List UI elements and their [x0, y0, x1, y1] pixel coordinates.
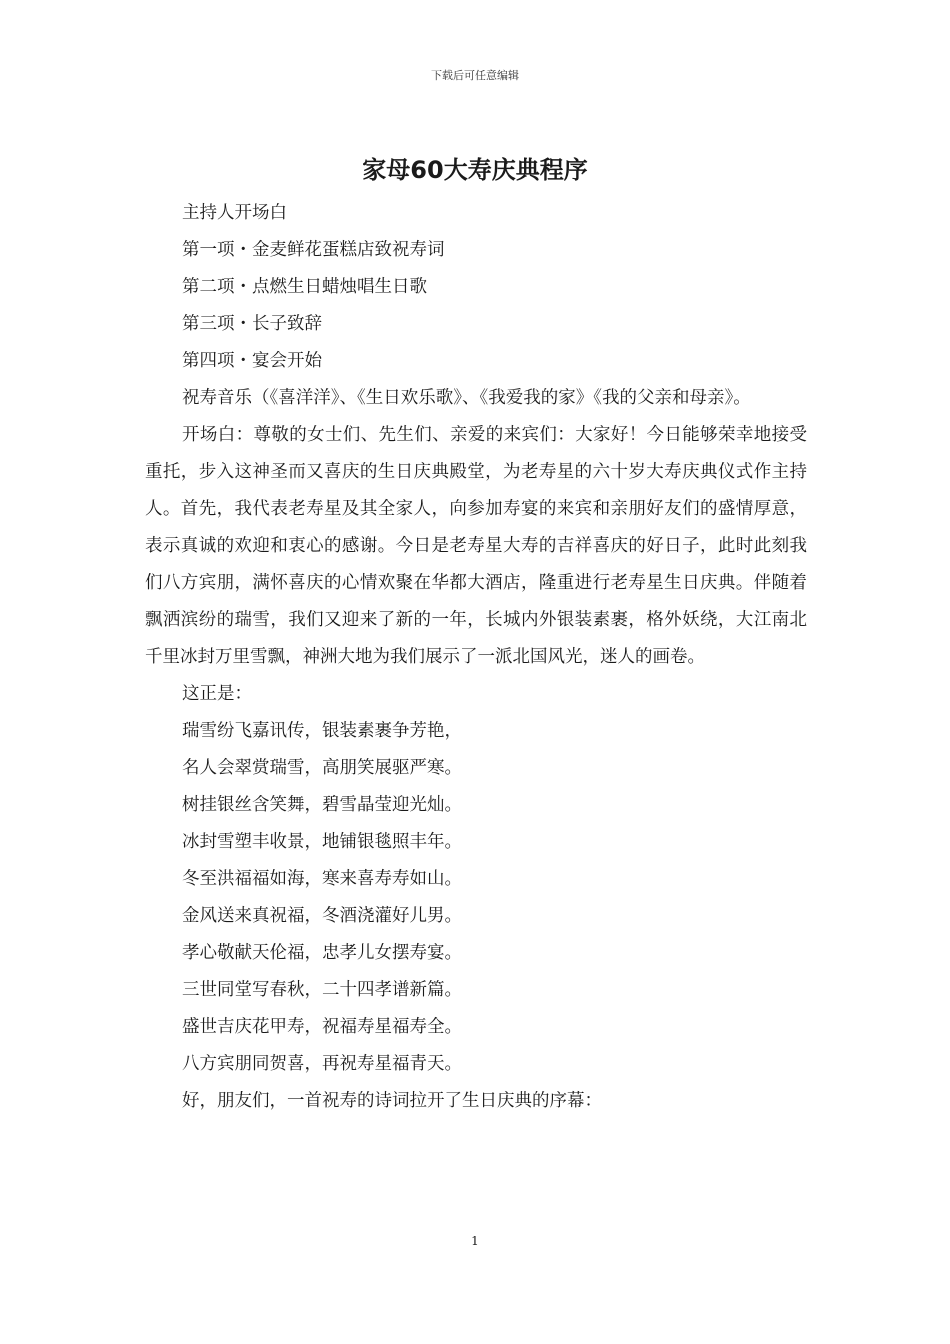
poem-line: 八方宾朋同贺喜，再祝寿星福青天。 [182, 1054, 462, 1074]
page-header: 下载后可任意编辑 [431, 69, 519, 82]
program-item: 第四项・宴会开始 [182, 351, 322, 371]
poem-intro: 这正是： [182, 684, 252, 704]
poem-line: 冰封雪塑丰收景，地铺银毯照丰年。 [182, 832, 462, 852]
program-item: 第二项・点燃生日蜡烛唱生日歌 [182, 277, 427, 297]
page-number: 1 [471, 1234, 479, 1248]
program-item: 第三项・长子致辞 [182, 314, 322, 334]
poem-line: 名人会翠赏瑞雪，高朋笑展驱严寒。 [182, 758, 462, 778]
poem-line: 冬至洪福福如海，寒来喜寿寿如山。 [182, 869, 462, 889]
opening-speech-paragraph: 开场白：尊敬的女士们、先生们、亲爱的来宾们：大家好！今日能够荣幸地接受重托，步入这神圣而又喜庆的生日庆典殿堂，为老寿星的六十岁大寿庆典仪式作主持人。首先，我代表老寿星及其全家人，向参加寿宴的来宾和亲朋好友们的盛情厚意，表示真诚的欢迎和衷心的感谢。今日是老寿星大寿的吉祥喜庆的好日子，此时此刻我们八方宾朋，满怀喜庆的心情欢聚在华都大酒店，隆重进行老寿星生日庆典。伴随着飘洒滨纷的瑞雪，我们又迎来了新的一年，长城内外银装素裹，格外妖绕，大江南北千里冰封万里雪飘，神洲大地为我们展示了一派北国风光，迷人的画卷。 [145, 425, 807, 667]
closing-line: 好，朋友们，一首祝寿的诗词拉开了生日庆典的序幕： [182, 1091, 602, 1111]
poem-line: 瑞雪纷飞嘉讯传，银装素裹争芳艳， [182, 721, 462, 741]
document-body [145, 195, 807, 1120]
poem-line: 金风送来真祝福，冬酒浇灌好儿男。 [182, 906, 462, 926]
program-item: 第一项・金麦鲜花蛋糕店致祝寿词 [182, 240, 445, 260]
poem-line: 树挂银丝含笑舞，碧雪晶莹迎光灿。 [182, 795, 462, 815]
music-paragraph: 祝寿音乐（《喜洋洋》、《生日欢乐歌》、《我爱我的家》《我的父亲和母亲》。 [182, 388, 751, 408]
poem-line: 孝心敬献天伦福，忠孝儿女摆寿宴。 [182, 943, 462, 963]
document-title: 家母60大寿庆典程序 [362, 156, 588, 184]
program-item: 主持人开场白 [182, 203, 287, 223]
poem-line: 盛世吉庆花甲寿，祝福寿星福寿全。 [182, 1017, 462, 1037]
poem-line: 三世同堂写春秋，二十四孝谱新篇。 [182, 980, 462, 1000]
